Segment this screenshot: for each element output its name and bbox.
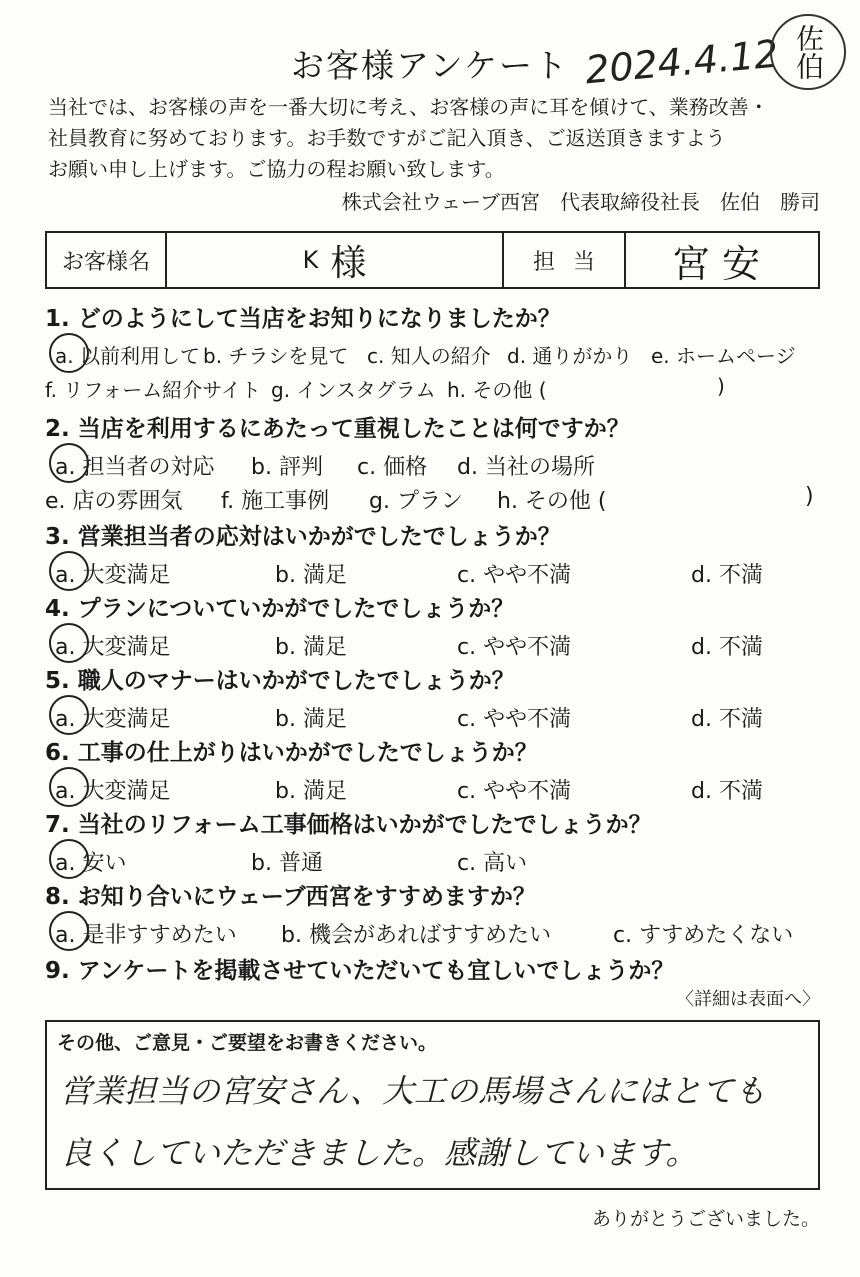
option: b. 機会があればすすめたい bbox=[281, 923, 552, 948]
question-7: 7. 当社のリフォーム工事価格はいかがでしたでしょうか？ bbox=[45, 812, 652, 838]
option: d. 当社の場所 bbox=[457, 455, 595, 480]
option: g. インスタグラム bbox=[271, 378, 436, 402]
option: e. ホームページ bbox=[651, 344, 796, 368]
customer-name-field bbox=[167, 233, 504, 287]
option: h. その他 ( bbox=[447, 378, 547, 402]
question-3-options bbox=[45, 558, 825, 586]
option: a. 担当者の対応 bbox=[55, 455, 215, 480]
question-9: 9. アンケートを掲載させていただいても宜しいでしょうか？ bbox=[45, 958, 675, 984]
option: a. 安い bbox=[55, 851, 127, 876]
option: b. 満足 bbox=[275, 707, 347, 732]
option: c. 高い bbox=[457, 851, 528, 876]
option: b. 満足 bbox=[275, 635, 347, 660]
question-2-options-row1 bbox=[45, 450, 825, 478]
option: c. やや不満 bbox=[457, 563, 572, 588]
customer-initial: K bbox=[302, 246, 319, 274]
intro-text bbox=[48, 92, 838, 185]
option: a. 大変満足 bbox=[55, 563, 171, 588]
comment-line: 良くしていただきました。感謝しています。 bbox=[60, 1134, 698, 1172]
intro-line: 当社では、お客様の声を一番大切に考え、お客様の声に耳を傾けて、業務改善・ bbox=[48, 95, 769, 119]
option: g. プラン bbox=[369, 489, 463, 514]
option: d. 通りがかり bbox=[507, 344, 633, 368]
intro-line: お願い申し上げます。ご協力の程お願い致します。 bbox=[48, 157, 505, 181]
option: a. 大変満足 bbox=[55, 707, 171, 732]
option: d. 不満 bbox=[691, 707, 763, 732]
option: b. 満足 bbox=[275, 779, 347, 804]
question-2: 2. 当店を利用するにあたって重視したことは何ですか？ bbox=[45, 416, 630, 442]
question-7-options bbox=[45, 846, 825, 874]
option: c. 知人の紹介 bbox=[367, 344, 491, 368]
option: d. 不満 bbox=[691, 635, 763, 660]
question-4: 4. プランについていかがでしたでしょうか？ bbox=[45, 596, 515, 622]
option: b. 普通 bbox=[251, 851, 323, 876]
staff-label: 担当 bbox=[504, 233, 626, 287]
question-2-options-row2 bbox=[45, 484, 825, 512]
option: f. 施工事例 bbox=[221, 489, 330, 514]
option: d. 不満 bbox=[691, 779, 763, 804]
option: c. やや不満 bbox=[457, 707, 572, 732]
answer-circle-mark bbox=[49, 839, 89, 879]
customer-info-table bbox=[45, 231, 820, 289]
option: h. その他 ( bbox=[497, 489, 607, 514]
staff-name-field: 宮安 bbox=[671, 241, 772, 286]
option: a. 是非すすめたい bbox=[55, 923, 237, 948]
name-seal-stamp: 佐伯 bbox=[770, 14, 846, 90]
question-5-options bbox=[45, 702, 825, 730]
answer-circle-mark bbox=[49, 623, 89, 663]
question-3: 3. 営業担当者の応対はいかがでしたでしょうか？ bbox=[45, 524, 561, 550]
detail-note: 〈詳細は表面へ〉 bbox=[676, 989, 820, 1010]
answer-circle-mark bbox=[49, 443, 89, 483]
answer-circle-mark bbox=[49, 333, 89, 373]
comment-line: 営業担当の宮安さん、大工の馬場さんにはとても bbox=[60, 1072, 766, 1110]
question-6-options bbox=[45, 774, 825, 802]
question-8: 8. お知り合いにウェーブ西宮をすすめますか？ bbox=[45, 884, 536, 910]
option: c. 価格 bbox=[357, 455, 428, 480]
option: a. 大変満足 bbox=[55, 779, 171, 804]
question-5: 5. 職人のマナーはいかがでしたでしょうか？ bbox=[45, 668, 515, 694]
option: f. リフォーム紹介サイト bbox=[45, 378, 261, 402]
answer-circle-mark bbox=[49, 551, 89, 591]
question-1: 1. どのようにして当店をお知りになりましたか？ bbox=[45, 306, 561, 332]
customer-name-label: お客様名 bbox=[47, 233, 167, 287]
option: b. 満足 bbox=[275, 563, 347, 588]
option: e. 店の雰囲気 bbox=[45, 489, 183, 514]
company-signature: 株式会社ウェーブ西宮 代表取締役社長 佐伯 勝司 bbox=[341, 190, 820, 214]
option: b. 評判 bbox=[251, 455, 323, 480]
option: c. すすめたくない bbox=[613, 923, 794, 948]
option: d. 不満 bbox=[691, 563, 763, 588]
handwritten-comment bbox=[60, 1060, 810, 1184]
question-8-options bbox=[45, 918, 825, 946]
option: a. 大変満足 bbox=[55, 635, 171, 660]
option: c. やや不満 bbox=[457, 635, 572, 660]
intro-line: 社員教育に努めております。お手数ですがご記入頂き、ご返送頂きますよう bbox=[48, 126, 726, 150]
answer-circle-mark bbox=[49, 695, 89, 735]
option: a. 以前利用して bbox=[55, 344, 200, 368]
comments-heading: その他、ご意見・ご要望をお書きください。 bbox=[57, 1032, 438, 1054]
question-6: 6. 工事の仕上がりはいかがでしたでしょうか？ bbox=[45, 740, 538, 766]
option: c. やや不満 bbox=[457, 779, 572, 804]
option: ) bbox=[805, 484, 814, 509]
survey-title: お客様アンケート bbox=[290, 46, 570, 85]
question-4-options bbox=[45, 630, 825, 658]
handwritten-date: 2024.4.12 bbox=[583, 31, 780, 93]
question-1-options-row2 bbox=[45, 374, 825, 400]
answer-circle-mark bbox=[49, 911, 89, 951]
customer-honorific: 様 bbox=[330, 242, 367, 284]
option: ) bbox=[717, 374, 725, 398]
answer-circle-mark bbox=[49, 767, 89, 807]
question-1-options-row1 bbox=[45, 340, 825, 366]
option: b. チラシを見て bbox=[203, 344, 349, 368]
thank-you-text: ありがとうございました。 bbox=[591, 1208, 820, 1230]
